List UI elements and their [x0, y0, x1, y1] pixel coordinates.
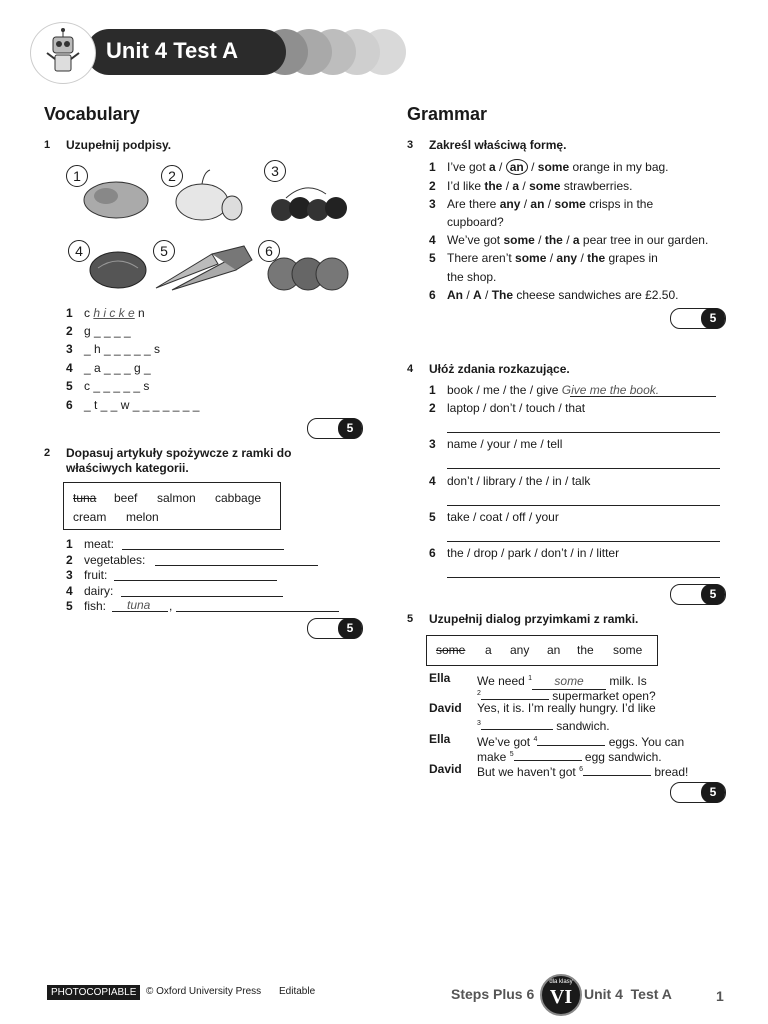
item-number: 3 [429, 197, 436, 211]
box-word: some [436, 643, 466, 657]
question-number: 1 [44, 139, 51, 151]
item-number: 5 [429, 251, 436, 265]
answer-line[interactable] [155, 565, 318, 566]
item-number: 2 [429, 401, 436, 415]
picture-number: 3 [264, 160, 286, 182]
series-label: Steps Plus 6 [451, 986, 535, 1002]
dialog-text: Yes, it is. I’m really hungry. I’d like [477, 701, 656, 715]
item-text: I’ve got [447, 160, 490, 174]
dialog-text-part: bread! [650, 765, 689, 779]
item-text: n [134, 306, 145, 320]
item-text: Are there [447, 197, 500, 211]
question-title: Zakreśl właściwą formę. [429, 138, 567, 152]
item-text: g _ _ _ _ [84, 324, 131, 338]
item-number: 6 [429, 288, 436, 302]
option[interactable]: some [529, 179, 561, 193]
answer-line[interactable] [447, 505, 720, 506]
answer-line[interactable] [114, 580, 277, 581]
item-text: strawberries. [560, 179, 633, 193]
answer-line[interactable] [447, 432, 720, 433]
score-box [670, 584, 726, 605]
score-box [670, 308, 726, 329]
list-item [66, 306, 145, 321]
item-number: 4 [66, 584, 73, 598]
class-badge [540, 974, 582, 1016]
slash: / [481, 288, 492, 302]
list-item [429, 233, 708, 248]
list-item [66, 553, 145, 568]
cabbage-picture [88, 246, 148, 295]
item-text: _ h _ _ _ _ _ s [84, 342, 161, 356]
option[interactable]: some [537, 160, 570, 174]
slash: / [534, 233, 545, 247]
gap-number: 1 [528, 675, 533, 682]
option[interactable]: the [587, 251, 606, 265]
slash: / [577, 251, 588, 265]
badge-caption: dla klasy [549, 979, 573, 985]
option[interactable]: any [556, 251, 578, 265]
gap-number: 5 [509, 751, 514, 758]
item-text: _ t _ _ w _ _ _ _ _ _ _ [84, 398, 200, 412]
item-text: c _ _ _ _ _ s [84, 379, 150, 393]
item-text: don’t / library / the / in / talk [447, 474, 591, 488]
picture-number: 1 [66, 165, 88, 187]
box-word: any [510, 643, 530, 657]
list-item [429, 401, 585, 416]
item-number: 5 [66, 599, 73, 613]
option[interactable]: some [554, 197, 586, 211]
answer-line[interactable] [570, 396, 716, 397]
item-text: name / your / me / tell [447, 437, 563, 451]
list-item [429, 474, 590, 489]
dialog-text [477, 762, 688, 780]
item-number: 2 [66, 553, 73, 567]
item-text: the / drop / park / don’t / in / litter [447, 546, 620, 560]
item-number: 5 [429, 510, 436, 524]
publisher-label: © Oxford University Press [146, 986, 262, 997]
score-value: 5 [701, 584, 725, 605]
item-number: 1 [429, 160, 436, 174]
list-item [429, 510, 559, 525]
list-item [429, 288, 679, 303]
list-item [429, 179, 632, 194]
speaker-name: Ella [429, 732, 451, 746]
list-item [66, 584, 113, 599]
item-number: 6 [429, 546, 436, 560]
cherries-picture [266, 180, 352, 229]
list-item [429, 251, 658, 266]
list-item [66, 537, 114, 552]
slash: / [562, 233, 573, 247]
item-text: There aren’t [447, 251, 516, 265]
score-value: 5 [338, 418, 362, 439]
answer-gap[interactable] [481, 717, 553, 730]
item-text: c [84, 306, 94, 320]
list-item [429, 197, 653, 212]
box-word: some [613, 643, 643, 657]
item-number: 1 [429, 383, 436, 397]
garlic-picture [172, 168, 248, 229]
slash: / [520, 197, 531, 211]
comma: , [169, 599, 173, 613]
speaker-name: David [429, 701, 462, 715]
gap-number: 4 [533, 736, 538, 743]
editable-label: Editable [279, 986, 316, 997]
gap-number: 6 [579, 766, 583, 773]
answer-gap[interactable] [481, 687, 549, 700]
box-word: melon [126, 510, 159, 524]
item-text-continued: cupboard? [447, 215, 504, 229]
item-text: _ a _ _ _ g _ [84, 361, 151, 375]
item-text: vegetables: [84, 553, 146, 567]
slash: / [495, 160, 506, 174]
item-number: 3 [66, 342, 73, 356]
answer-example: Give me the book. [561, 383, 660, 397]
question-title: Ułóż zdania rozkazujące. [429, 362, 570, 376]
answer-line[interactable] [447, 468, 720, 469]
speaker-name: David [429, 762, 462, 776]
list-item [429, 546, 619, 561]
list-item [66, 568, 107, 583]
item-text: fish: [84, 599, 107, 613]
box-word: a [485, 643, 492, 657]
list-item [66, 599, 106, 614]
item-text: laptop / don’t / touch / that [447, 401, 586, 415]
score-value: 5 [701, 782, 725, 803]
option[interactable]: the [544, 233, 563, 247]
score-value: 5 [701, 308, 725, 329]
item-number: 1 [66, 306, 73, 320]
option[interactable]: A [473, 288, 482, 302]
question-number: 2 [44, 447, 51, 459]
dialog-text-part: sandwich. [552, 719, 610, 733]
item-text: take / coat / off / your [447, 510, 559, 524]
option[interactable]: some [503, 233, 535, 247]
vocabulary-heading: Vocabulary [44, 104, 140, 124]
slash: / [463, 288, 474, 302]
slash: / [519, 179, 530, 193]
answer-gap[interactable] [583, 763, 651, 776]
box-word: beef [114, 491, 138, 505]
list-item [429, 160, 669, 175]
item-number: 5 [66, 379, 73, 393]
option[interactable]: the [484, 179, 503, 193]
option[interactable]: An [447, 288, 463, 302]
item-text: dairy: [84, 584, 114, 598]
dialog-text-part: eggs. You can [605, 735, 685, 749]
question-title: właściwych kategorii. [66, 461, 189, 475]
list-item [66, 379, 149, 394]
item-text: crisps in the [585, 197, 654, 211]
badge-numeral: VI [549, 986, 573, 1008]
option[interactable]: a [572, 233, 580, 247]
dialog-text-part: milk. Is [606, 674, 647, 688]
box-word: cabbage [215, 491, 262, 505]
option[interactable]: a [489, 160, 496, 174]
dialog-text-part: egg sandwich. [581, 750, 662, 764]
answer-gap[interactable] [537, 733, 605, 746]
photocopiable-label: PHOTOCOPIABLE [47, 985, 140, 1000]
item-number: 2 [66, 324, 73, 338]
item-number: 4 [429, 474, 436, 488]
item-number: 6 [66, 398, 73, 412]
slash: / [546, 251, 557, 265]
question-number: 5 [407, 613, 414, 625]
box-word: salmon [157, 491, 196, 505]
page-number: 1 [716, 988, 724, 1004]
option[interactable]: an [530, 197, 545, 211]
box-word: cream [73, 510, 107, 524]
item-text: book / me / the / give [447, 383, 562, 397]
answer-example: h i c k e [93, 306, 135, 320]
item-text: I’d like [447, 179, 485, 193]
chicken-picture [80, 172, 152, 227]
dialog-text-part: We’ve got [477, 735, 534, 749]
item-text: meat: [84, 537, 115, 551]
dialog-text-part: But we haven’t got [477, 765, 580, 779]
unit-label: Unit 4 Test A [584, 986, 672, 1002]
question-number: 4 [407, 363, 414, 375]
picture-number: 5 [153, 240, 175, 262]
item-number: 4 [66, 361, 73, 375]
list-item [66, 398, 199, 413]
answer-line[interactable] [447, 541, 720, 542]
list-item [66, 361, 151, 376]
item-number: 4 [429, 233, 436, 247]
question-number: 3 [407, 139, 414, 151]
item-text: orange in my bag. [569, 160, 669, 174]
answer-line[interactable] [122, 549, 284, 550]
robot-logo-icon [30, 22, 96, 84]
item-number: 1 [66, 537, 73, 551]
item-number: 3 [66, 568, 73, 582]
list-item [66, 324, 131, 339]
slash: / [502, 179, 513, 193]
option[interactable]: any [499, 197, 521, 211]
list-item [429, 437, 562, 452]
list-item [66, 342, 160, 357]
dialog-text-part: We need [477, 674, 529, 688]
answer-example: some [532, 674, 606, 690]
item-text-continued: the shop. [447, 270, 497, 284]
slash: / [544, 197, 555, 211]
item-number: 3 [429, 437, 436, 451]
page-title: Unit 4 Test A [106, 38, 239, 63]
answer-gap[interactable] [514, 748, 582, 761]
score-box [307, 418, 363, 439]
box-word: the [577, 643, 594, 657]
question-title: Uzupełnij dialog przyimkami z ramki. [429, 612, 639, 626]
box-word: an [547, 643, 561, 657]
item-text: We’ve got [447, 233, 504, 247]
picture-number: 2 [161, 165, 183, 187]
item-text: pear tree in our garden. [579, 233, 709, 247]
score-box [670, 782, 726, 803]
item-text: fruit: [84, 568, 108, 582]
score-value: 5 [338, 618, 362, 639]
option-circled[interactable]: an [506, 159, 528, 175]
score-box [307, 618, 363, 639]
speaker-name: Ella [429, 671, 451, 685]
item-number: 2 [429, 179, 436, 193]
slash: / [527, 160, 538, 174]
grammar-heading: Grammar [407, 104, 488, 124]
item-text: cheese sandwiches are £2.50. [513, 288, 679, 302]
dialog-text-part: supermarket open? [548, 689, 656, 703]
box-word: tuna [73, 491, 97, 505]
answer-line[interactable] [176, 611, 339, 612]
question-title: Dopasuj artykuły spożywcze z ramki do [66, 446, 292, 460]
option[interactable]: The [491, 288, 514, 302]
option[interactable]: some [515, 251, 547, 265]
answer-line[interactable] [447, 577, 720, 578]
dialog-text-part: make [477, 750, 510, 764]
picture-number: 4 [68, 240, 90, 262]
answer-line[interactable] [121, 596, 283, 597]
option[interactable]: a [512, 179, 520, 193]
item-text: grapes in [605, 251, 658, 265]
question-title: Uzupełnij podpisy. [66, 138, 172, 152]
gap-number: 2 [477, 690, 481, 697]
answer-example: tuna [127, 598, 151, 612]
picture-number: 6 [258, 240, 280, 262]
gap-number: 3 [477, 720, 481, 727]
